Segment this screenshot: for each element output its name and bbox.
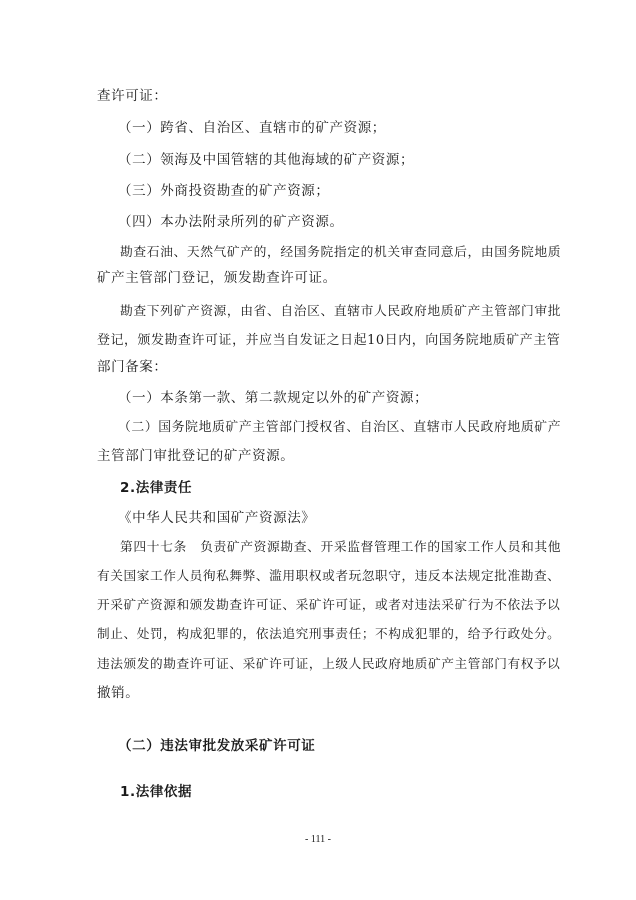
law-title: 《中华人民共和国矿产资源法》 (118, 510, 316, 526)
section-heading-legal-liability: 2.法律责任 (120, 480, 193, 496)
body-line-19: 制止、处罚，构成犯罪的，依法追究刑事责任；不构成犯罪的，给予行政处分。 (97, 626, 561, 641)
body-line-17: 有关国家工作人员徇私舞弊、滥用职权或者玩忽职守，违反本法规定批准勘查、 (97, 568, 561, 583)
section-heading-illegal-approval: （二）违法审批发放采矿许可证 (118, 738, 316, 754)
body-line-9: 登记，颁发勘查许可证，并应当自发证之日起10日内，向国务院地质矿产主管 (97, 333, 561, 348)
body-line-18: 开采矿产资源和颁发勘查许可证、采矿许可证，或者对违法采矿行为不依法予以 (97, 597, 561, 612)
body-line-16: 第四十七条 负责矿产资源勘查、开采监督管理工作的国家工作人员和其他 (120, 540, 562, 555)
body-line-21: 撤销。 (97, 685, 140, 701)
body-line-6: 勘查石油、天然气矿产的，经国务院指定的机关审查同意后，由国务院地质 (120, 245, 562, 260)
section-heading-legal-basis: 1.法律依据 (120, 784, 193, 800)
body-line-7: 矿产主管部门登记，颁发勘查许可证。 (97, 270, 337, 286)
page-number: - 111 - (305, 834, 331, 845)
body-line-13: 主管部门审批登记的矿产资源。 (97, 448, 295, 464)
body-line-20: 违法颁发的勘查许可证、采矿许可证，上级人民政府地质矿产主管部门有权予以 (97, 656, 561, 671)
body-line-2: （一）跨省、自治区、直辖市的矿产资源； (118, 120, 386, 136)
body-line-5: （四）本办法附录所列的矿产资源。 (118, 214, 344, 230)
body-line-3: （二）领海及中国管辖的其他海域的矿产资源； (118, 152, 415, 168)
body-line-12: （二）国务院地质矿产主管部门授权省、自治区、直辖市人民政府地质矿产 (118, 420, 562, 435)
body-line-8: 勘查下列矿产资源，由省、自治区、直辖市人民政府地质矿产主管部门审批 (120, 304, 562, 319)
body-line-4: （三）外商投资勘查的矿产资源； (118, 183, 330, 199)
body-line-10: 部门备案： (97, 359, 168, 375)
body-line-11: （一）本条第一款、第二款规定以外的矿产资源； (118, 390, 429, 406)
body-line-1: 查许可证： (97, 88, 168, 104)
